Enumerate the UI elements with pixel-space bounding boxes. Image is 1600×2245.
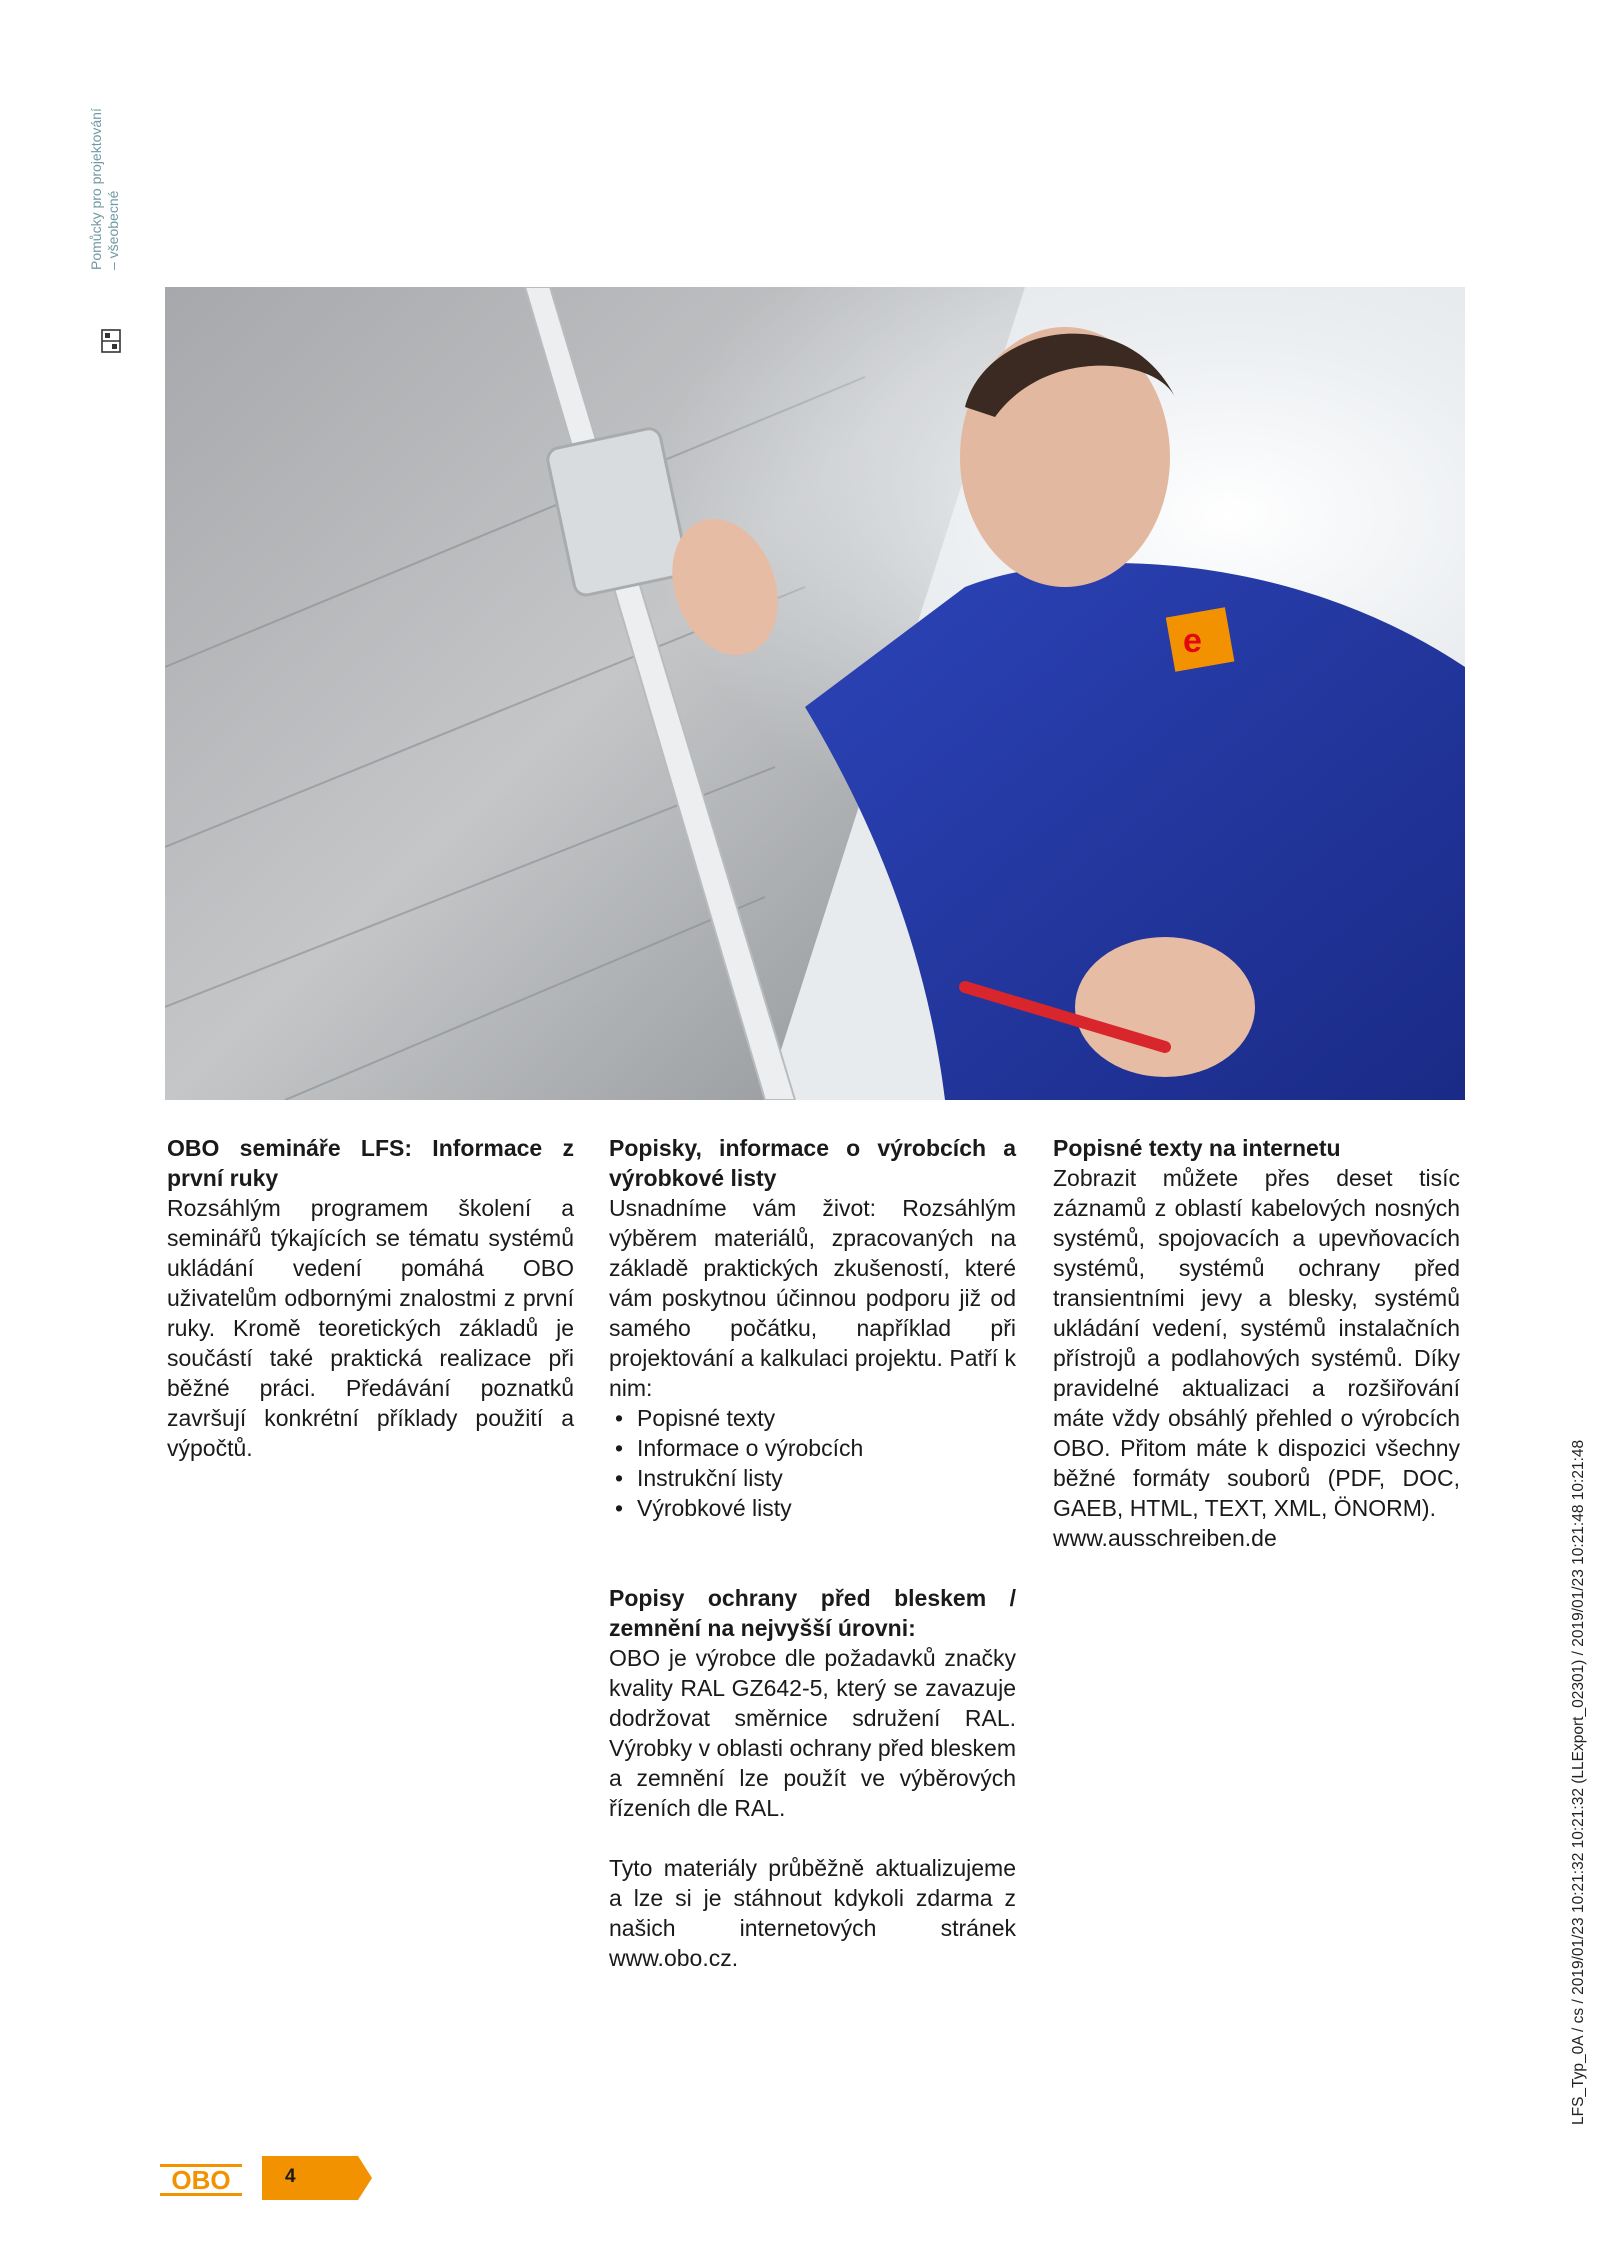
column-internet (1053, 1133, 1460, 1553)
screwdriver-tool-icon (100, 328, 122, 354)
page-number-tab (262, 2156, 372, 2200)
column-descriptions (609, 1133, 1016, 1973)
internet-text: Zobrazit můžete přes deset tisíc záznamů z oblastí kabelových nosných systémů, spojovacích a upevňovacích systémů, systémů ochrany před transientními jevy a blesky, systémů ukládání vedení, systémů instalačních přístrojů a podlahových systémů. Díky pravidelné aktualizaci a rozšiřování máte vždy obsáhlý přehled o výrobcích OBO. Přitom máte k dispozici všechny běžné formáty souborů (PDF, DOC, GAEB, HTML, TEXT, XML, ÖNORM). (1053, 1165, 1460, 1521)
internet-heading: Popisné texty na internetu (1053, 1135, 1341, 1161)
descriptions-heading: Popisky, informace o výrobcích a výrobkové listy (609, 1135, 1016, 1191)
list-item: • Výrobkové listy (609, 1493, 1016, 1523)
list-item: • Popisné texty (609, 1403, 1016, 1433)
jacket-badge: e (1183, 622, 1202, 660)
descriptions-text: Usnadníme vám život: Rozsáhlým výběrem materiálů, zpracovaných na základě praktických zkušeností, které vám poskytnou účinnou podporu již od samého počátku, například při projektování a kalkulaci projektu. Patří k nim: (609, 1195, 1016, 1401)
section-label-line1: Pomůcky pro projektování (88, 108, 104, 270)
seminars-heading: OBO semináře LFS: Informace z první ruky (167, 1135, 574, 1191)
website-link[interactable]: www.ausschreiben.de (1053, 1525, 1277, 1551)
svg-text:OBO: OBO (171, 2165, 231, 2195)
download-text: Tyto materiály průběžně aktualizujeme a lze si je stáhnout kdykoli zdarma z našich internetových stránek www.obo.cz. (609, 1855, 1016, 1971)
section-label (88, 70, 148, 270)
list-item: • Instrukční listy (609, 1463, 1016, 1493)
materials-list (609, 1403, 1016, 1523)
seminars-text: Rozsáhlým programem školení a seminářů týkajících se tématu systémů ukládání vedení pomáhá OBO uživatelům odbornými znalostmi z první ruky. Kromě teoretických základů je součástí také praktická realizace při běžné práci. Předávání poznatků završují konkrétní příklady použití a výpočtů. (167, 1195, 574, 1461)
column-seminars (167, 1133, 574, 1463)
lightning-text: OBO je výrobce dle požadavků značky kvality RAL GZ642-5, který se zavazuje dodržovat směrnice sdružení RAL. Výrobky v oblasti ochrany před bleskem a zemnění lze použít ve výběrových řízeních dle RAL. (609, 1645, 1016, 1821)
page-number: 4 (285, 2166, 296, 2187)
lightning-heading: Popisy ochrany před bleskem / zemnění na nejvyšší úrovni: (609, 1585, 1016, 1641)
electrician-photo (165, 287, 1465, 1100)
obo-logo (160, 2162, 242, 2198)
print-metadata: LFS_Typ_0A / cs / 2019/01/23 10:21:32 10:21:32 (LLExport_02301) / 2019/01/23 10:21:48 10:21:48 (1570, 1439, 1587, 2125)
list-item: • Informace o výrobcích (609, 1433, 1016, 1463)
section-label-line2: – všeobecné (105, 190, 121, 270)
